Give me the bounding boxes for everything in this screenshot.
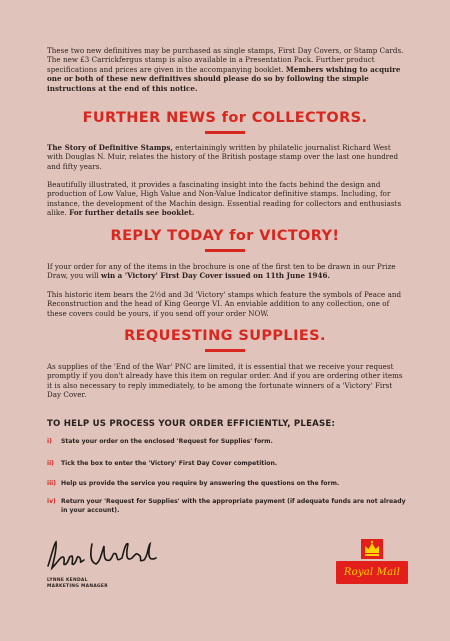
- heading-underline: [205, 349, 245, 352]
- historic-item-text: This historic item bears the 2½d and 3d 'Victory' stamps which feature the symbols of Peace and Reconstruction and the head of King George VI. An enviable addition to any collection, one of these covers could be yours, if you send off your order NOW.: [47, 290, 402, 318]
- crown-icon: [360, 538, 384, 560]
- signatory-role: MARKETING MANAGER: [47, 584, 108, 590]
- paragraph-story: [47, 143, 407, 171]
- step-number: iii): [47, 480, 57, 487]
- step-number: i): [47, 438, 52, 445]
- signatory-name: LYNNE KENDAL: [47, 578, 88, 583]
- instructions-title: TO HELP US PROCESS YOUR ORDER EFFICIENTLY, PLEASE:: [47, 419, 336, 429]
- step-text: Return your 'Request for Supplies' with the appropriate payment (if adequate funds are not already in your account).: [61, 498, 406, 514]
- step-item: [47, 460, 412, 469]
- signature-image: [44, 536, 164, 574]
- book-title: The Story of Definitive Stamps,: [47, 143, 173, 152]
- step-text: Tick the box to enter the 'Victory' First Day Cover competition.: [61, 460, 278, 467]
- story-text: entertainingly written by philatelic journalist Richard West with Douglas N. Muir, relates the history of the British postage stamp over the last one hundred and fifty years.: [47, 143, 399, 171]
- prize-draw-text: If your order for any of the items in the brochure is one of the first ten to be drawn in our Prize Draw, you will: [47, 262, 396, 281]
- step-number: ii): [47, 460, 54, 467]
- step-item: [47, 498, 412, 515]
- paragraph-illustrated: [47, 180, 407, 218]
- intro-paragraph: [47, 46, 407, 93]
- paragraph-historic-item: [47, 290, 407, 318]
- step-item: [47, 438, 412, 447]
- heading-underline: [205, 249, 245, 252]
- royal-mail-wordmark: [336, 561, 408, 584]
- prize-bold-text: win a 'Victory' First Day Cover issued on 11th June 1946.: [101, 271, 331, 281]
- step-text: State your order on the enclosed 'Request for Supplies' form.: [61, 438, 273, 445]
- royal-mail-logo: [336, 538, 408, 584]
- step-number: iv): [47, 498, 56, 505]
- intro-text: These two new definitives may be purchased as single stamps, First Day Covers, or Stamp Cards. The new £3 Carrickfergus stamp is also available in a Presentation Pack. Further product specifications and prices are given in the accompanying booklet.: [47, 46, 404, 74]
- heading-reply-today: REPLY TODAY for VICTORY!: [110, 228, 340, 244]
- supplies-text: As supplies of the 'End of the War' PNC are limited, it is essential that we receive your request promptly if you don't already have this item on regular order. And if you are ordering other items it is also necessary to reply immediately, to be among the fortunate winners of a 'Victory' First Day Cover.: [47, 362, 403, 400]
- further-details-text: For further details see booklet.: [69, 208, 195, 218]
- step-text: Help us provide the service you require by answering the questions on the form.: [61, 480, 340, 487]
- paragraph-supplies: [47, 362, 407, 400]
- signatory: [47, 578, 108, 590]
- illustrated-text: Beautifully illustrated, it provides a fascinating insight into the facts behind the design and production of Low Value, High Value and Non-Value Indicator definitive stamps. Including, for instance, the development of the Machin design. Essential reading for collectors and enthusiasts alike.: [47, 180, 402, 218]
- heading-further-news: FURTHER NEWS for COLLECTORS.: [82, 110, 368, 126]
- brand-name: Royal Mail: [343, 567, 401, 578]
- paragraph-prize-draw: [47, 262, 407, 281]
- step-item: [47, 480, 412, 489]
- heading-requesting-supplies: REQUESTING SUPPLIES.: [124, 328, 326, 344]
- heading-underline: [205, 131, 245, 134]
- intro-bold-text: Members wishing to acquire one or both of these new definitives should please do so by following the simple instructions at the end of this notice.: [47, 64, 401, 93]
